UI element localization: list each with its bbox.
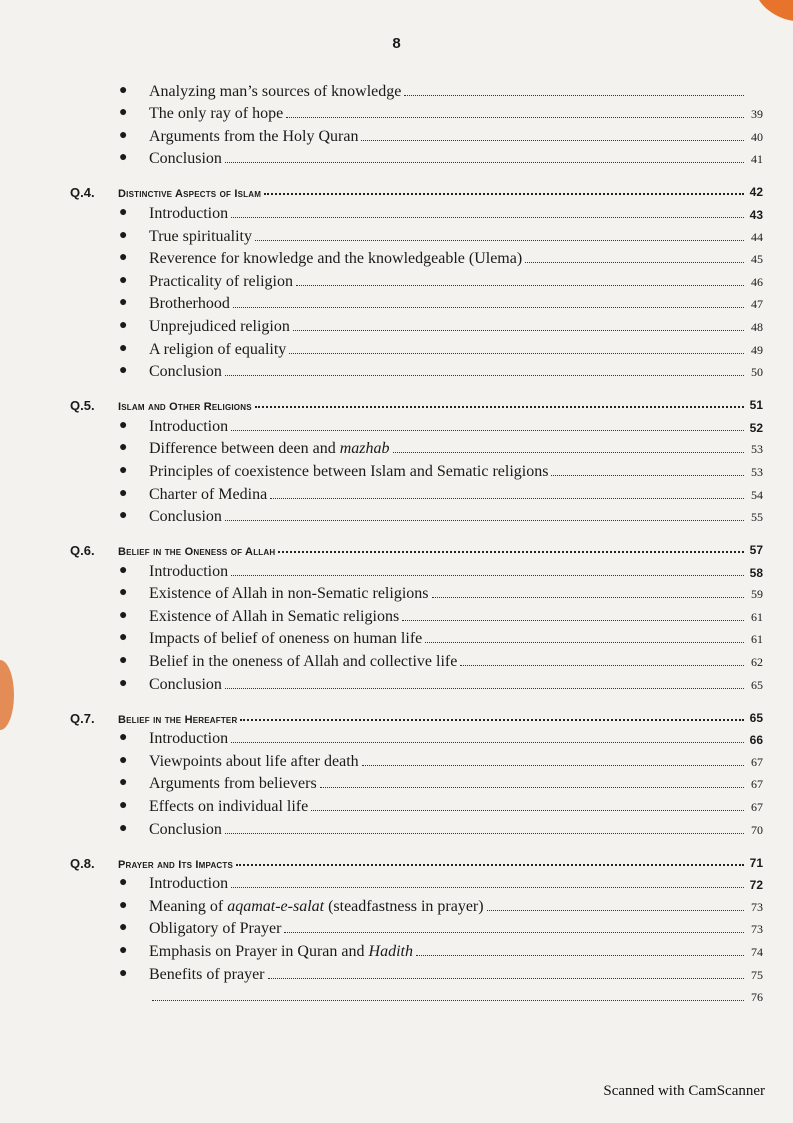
toc-item-row — [0, 771, 793, 794]
page-ref: 43 — [749, 207, 763, 222]
toc-item-label: Reverence for knowledge and the knowledgeable (Ulema) — [149, 250, 523, 268]
page-ref: 44 — [751, 229, 763, 244]
toc-item-row — [0, 200, 793, 223]
bullet-icon: ● — [119, 920, 128, 936]
dot-leader — [320, 787, 744, 788]
toc-item-row — [0, 938, 793, 961]
toc-item-row — [0, 123, 793, 146]
page-ref: 65 — [749, 710, 763, 725]
toc-item-row — [0, 871, 793, 894]
dot-leader — [460, 665, 744, 666]
toc-item-label: Conclusion — [149, 363, 222, 381]
bullet-icon: ● — [119, 775, 128, 791]
toc-item-row — [0, 581, 793, 604]
dot-leader — [286, 117, 744, 118]
page-ref: 55 — [751, 510, 763, 525]
toc-item-label: Unprejudiced religion — [149, 317, 290, 335]
page-ref: 46 — [751, 274, 763, 289]
page-ref: 41 — [751, 152, 763, 167]
toc-item-row — [0, 413, 793, 436]
dot-leader — [416, 955, 744, 956]
toc-item-row — [0, 893, 793, 916]
bullet-icon: ● — [119, 585, 128, 601]
dot-leader — [393, 452, 745, 453]
page-ref: 39 — [751, 107, 763, 122]
page-ref: 75 — [751, 967, 763, 982]
dot-leader — [402, 620, 744, 621]
section-title: Islam and Other Religions — [118, 401, 252, 414]
bullet-icon: ● — [119, 105, 128, 121]
bullet-icon: ● — [119, 272, 128, 288]
toc-item-label: Meaning of aqamat-e-salat (steadfastness in prayer) — [149, 897, 484, 915]
toc-item-row — [0, 223, 793, 246]
page-ref: 67 — [751, 754, 763, 769]
toc-item-row — [0, 268, 793, 291]
toc-item-row — [0, 458, 793, 481]
page-ref: 61 — [751, 632, 763, 647]
bullet-icon: ● — [119, 227, 128, 243]
dot-leader — [231, 575, 744, 576]
bullet-icon: ● — [119, 965, 128, 981]
toc-item-label: Belief in the oneness of Allah and collective life — [149, 653, 458, 671]
toc-section-row — [0, 529, 793, 558]
toc-item-label: Conclusion — [149, 508, 222, 526]
toc-item-label: Analyzing man’s sources of knowledge — [149, 82, 402, 100]
dot-leader — [404, 95, 744, 96]
toc-item-row — [0, 101, 793, 124]
scanner-watermark: Scanned with CamScanner — [603, 1083, 765, 1099]
toc-item-row — [0, 748, 793, 771]
toc-section-row — [0, 697, 793, 726]
bullet-icon: ● — [119, 340, 128, 356]
toc-item-row — [0, 726, 793, 749]
toc-item-label: Viewpoints about life after death — [149, 752, 359, 770]
toc-item-row — [0, 671, 793, 694]
bullet-icon: ● — [119, 363, 128, 379]
toc-item-row — [0, 78, 793, 101]
toc-item-label: Introduction — [149, 730, 229, 748]
dot-leader — [425, 642, 744, 643]
bullet-icon: ● — [119, 752, 128, 768]
bullet-icon: ● — [119, 317, 128, 333]
dot-leader — [240, 719, 744, 721]
page-ref: 71 — [749, 855, 763, 870]
toc-item-label: Brotherhood — [149, 295, 230, 313]
dot-leader — [255, 406, 744, 408]
section-number: Q.6. — [70, 543, 95, 559]
page-corner-stain — [745, 0, 793, 32]
toc-item-row — [0, 313, 793, 336]
bullet-icon — [119, 1003, 149, 1006]
page-ref: 61 — [751, 609, 763, 624]
page-ref: 70 — [751, 822, 763, 837]
page-ref: 58 — [749, 565, 763, 580]
section-number: Q.8. — [70, 855, 95, 871]
section-number: Q.4. — [70, 185, 95, 201]
toc-item-row — [0, 359, 793, 382]
bullet-icon: ● — [119, 295, 128, 311]
toc-item-label: Charter of Medina — [149, 485, 268, 503]
toc-item-label: Principles of coexistence between Islam and Sematic religions — [149, 462, 549, 480]
toc-item-row — [0, 146, 793, 169]
toc-item-label: Emphasis on Prayer in Quran and Hadith — [149, 943, 413, 960]
toc-item-row — [0, 961, 793, 984]
toc-section-row — [0, 384, 793, 413]
toc-item-row — [0, 626, 793, 649]
page-ref: 74 — [751, 945, 763, 959]
toc-item-label: Conclusion — [149, 675, 222, 693]
toc-item-label: True spirituality — [149, 227, 252, 245]
toc-item-label: Conclusion — [149, 820, 222, 838]
toc-item-row — [0, 558, 793, 581]
toc-item-row — [0, 481, 793, 504]
bullet-icon: ● — [119, 875, 128, 891]
page-ref: 57 — [749, 543, 763, 558]
page-ref: 42 — [749, 185, 763, 200]
dot-leader — [487, 910, 744, 911]
bullet-icon: ● — [119, 204, 128, 220]
bullet-icon: ● — [119, 127, 128, 143]
page-ref: 73 — [751, 922, 763, 937]
toc-item-label: Difference between deen and mazhab — [149, 440, 390, 458]
page-ref: 53 — [751, 464, 763, 479]
toc-item-label: A religion of equality — [149, 340, 287, 358]
bullet-icon: ● — [119, 653, 128, 669]
toc-item-row — [0, 816, 793, 839]
toc-item-label: Obligatory of Prayer — [149, 920, 282, 938]
toc-item-label: Benefits of prayer — [149, 965, 265, 983]
page-ref: 72 — [749, 878, 763, 893]
page-ref: 67 — [751, 800, 763, 815]
page-ref: 40 — [751, 129, 763, 144]
toc-item-label: Introduction — [149, 562, 229, 580]
dot-leader — [225, 375, 744, 376]
dot-leader — [270, 498, 744, 499]
toc-item-row — [0, 246, 793, 269]
toc-item-label: Introduction — [149, 417, 229, 435]
toc-item-row — [0, 648, 793, 671]
bullet-icon: ● — [119, 562, 128, 578]
toc-item-label: Introduction — [149, 875, 229, 893]
section-number: Q.5. — [70, 398, 95, 414]
toc-item-label: Impacts of belief of oneness on human life — [149, 630, 423, 648]
toc-item-row — [0, 916, 793, 939]
dot-leader — [278, 551, 744, 553]
dot-leader — [289, 353, 744, 354]
dot-leader — [225, 520, 744, 521]
page-number: 8 — [392, 35, 401, 52]
page-ref: 50 — [751, 365, 763, 380]
dot-leader — [525, 262, 744, 263]
bullet-icon: ● — [119, 630, 128, 646]
toc-section-row — [0, 842, 793, 871]
bullet-icon: ● — [119, 440, 128, 456]
dot-leader — [231, 430, 744, 431]
toc-item-label: Conclusion — [149, 150, 222, 168]
page-ref: 54 — [751, 487, 763, 502]
toc-item-label: The only ray of hope — [149, 105, 284, 123]
toc-item-label: Introduction — [149, 204, 229, 222]
toc-item-label: Practicality of religion — [149, 272, 293, 290]
section-title: Belief in the Oneness of Allah — [118, 546, 276, 559]
page-ref: 51 — [749, 398, 763, 413]
bullet-icon: ● — [119, 150, 128, 166]
dot-leader — [152, 1000, 744, 1001]
toc-item-label: Arguments from believers — [149, 775, 317, 793]
toc-item-label: Existence of Allah in non-Sematic religions — [149, 585, 429, 603]
bullet-icon: ● — [119, 798, 128, 814]
bullet-icon: ● — [119, 485, 128, 501]
bullet-icon: ● — [119, 897, 128, 913]
page-ref: 48 — [751, 319, 763, 334]
dot-leader — [264, 193, 744, 195]
toc-item-row — [0, 336, 793, 359]
toc-section-row — [0, 171, 793, 200]
dot-leader — [225, 833, 744, 834]
section-title: Distinctive Aspects of Islam — [118, 188, 262, 201]
bullet-icon: ● — [119, 250, 128, 266]
bullet-icon: ● — [119, 82, 128, 98]
toc-item-label: Effects on individual life — [149, 798, 309, 816]
bullet-icon: ● — [119, 730, 128, 746]
section-title: Prayer and Its Impacts — [118, 858, 234, 871]
toc-item-label: Existence of Allah in Sematic religions — [149, 607, 400, 625]
page-ref: 52 — [749, 420, 763, 435]
dot-leader — [361, 140, 744, 141]
section-title: Belief in the Hereafter — [118, 713, 238, 726]
dot-leader — [255, 240, 744, 241]
dot-leader — [236, 864, 744, 866]
dot-leader — [231, 742, 744, 743]
toc-item-row — [0, 984, 793, 1007]
toc-item-row — [0, 291, 793, 314]
toc-item-row — [0, 504, 793, 527]
dot-leader — [225, 162, 744, 163]
section-number: Q.7. — [70, 710, 95, 726]
toc-item-row — [0, 793, 793, 816]
dot-leader — [268, 978, 744, 979]
page-ref: 47 — [751, 297, 763, 312]
dot-leader — [284, 932, 744, 933]
dot-leader — [231, 217, 744, 218]
dot-leader — [233, 307, 744, 308]
page-ref: 66 — [749, 733, 763, 748]
page-ref: 45 — [751, 252, 763, 267]
dot-leader — [362, 765, 744, 766]
bullet-icon: ● — [119, 820, 128, 836]
table-of-contents — [0, 78, 793, 1006]
bullet-icon: ● — [119, 508, 128, 524]
bullet-icon: ● — [119, 675, 128, 691]
page-ref: 49 — [751, 342, 763, 357]
bullet-icon: ● — [119, 417, 128, 433]
page-ref: 59 — [751, 587, 763, 602]
page-ref: 76 — [751, 990, 763, 1005]
page-ref: 73 — [751, 899, 763, 914]
dot-leader — [551, 475, 744, 476]
page-ref: 67 — [751, 777, 763, 792]
dot-leader — [225, 688, 744, 689]
dot-leader — [311, 810, 744, 811]
page-ref: 65 — [751, 677, 763, 692]
dot-leader — [231, 887, 744, 888]
bullet-icon: ● — [119, 462, 128, 478]
page-ref: 62 — [751, 655, 763, 670]
toc-item-label: Arguments from the Holy Quran — [149, 127, 359, 145]
page-ref: 53 — [751, 442, 763, 457]
dot-leader — [432, 597, 745, 598]
bullet-icon: ● — [119, 607, 128, 623]
toc-item-row — [0, 603, 793, 626]
toc-item-row — [0, 436, 793, 459]
dot-leader — [293, 330, 744, 331]
bullet-icon: ● — [119, 943, 128, 958]
dot-leader — [296, 285, 744, 286]
